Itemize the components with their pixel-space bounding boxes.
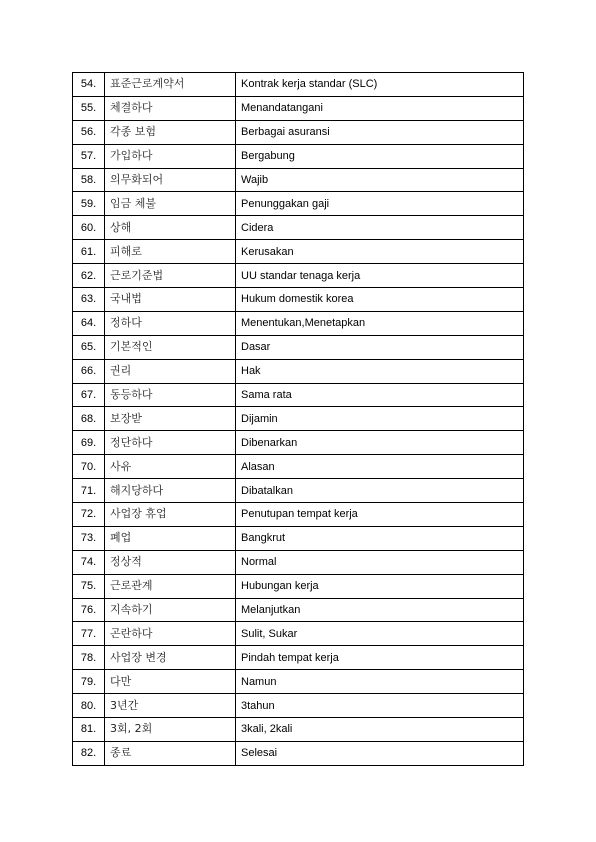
table-row [73, 598, 524, 622]
row-number: 81. [73, 718, 105, 742]
indonesian-translation: Sulit, Sukar [236, 622, 524, 646]
indonesian-translation: Menandatangani [236, 96, 524, 120]
table-row [73, 96, 524, 120]
row-number: 73. [73, 526, 105, 550]
indonesian-translation: Wajib [236, 168, 524, 192]
korean-term: 곤란하다 [105, 622, 236, 646]
table-row [73, 455, 524, 479]
row-number: 75. [73, 574, 105, 598]
korean-term: 표준근로계약서 [105, 73, 236, 97]
korean-term: 근로관계 [105, 574, 236, 598]
table-row [73, 622, 524, 646]
korean-term: 각종 보험 [105, 120, 236, 144]
korean-term: 사업장 휴업 [105, 503, 236, 527]
vocabulary-table [72, 72, 524, 766]
row-number: 69. [73, 431, 105, 455]
korean-term: 종료 [105, 741, 236, 765]
indonesian-translation: UU standar tenaga kerja [236, 264, 524, 288]
korean-term: 3년간 [105, 694, 236, 718]
row-number: 60. [73, 216, 105, 240]
table-row [73, 407, 524, 431]
indonesian-translation: Kontrak kerja standar (SLC) [236, 73, 524, 97]
row-number: 66. [73, 359, 105, 383]
row-number: 77. [73, 622, 105, 646]
row-number: 72. [73, 503, 105, 527]
row-number: 56. [73, 120, 105, 144]
korean-term: 의무화되어 [105, 168, 236, 192]
table-row [73, 431, 524, 455]
row-number: 62. [73, 264, 105, 288]
table-row [73, 718, 524, 742]
korean-term: 체결하다 [105, 96, 236, 120]
row-number: 82. [73, 741, 105, 765]
table-row [73, 73, 524, 97]
korean-term: 다만 [105, 670, 236, 694]
korean-term: 지속하기 [105, 598, 236, 622]
table-row [73, 670, 524, 694]
indonesian-translation: Berbagai asuransi [236, 120, 524, 144]
korean-term: 국내법 [105, 288, 236, 312]
row-number: 79. [73, 670, 105, 694]
indonesian-translation: Bangkrut [236, 526, 524, 550]
indonesian-translation: Dasar [236, 335, 524, 359]
table-row [73, 503, 524, 527]
korean-term: 3회, 2회 [105, 718, 236, 742]
row-number: 76. [73, 598, 105, 622]
row-number: 70. [73, 455, 105, 479]
row-number: 57. [73, 144, 105, 168]
indonesian-translation: Normal [236, 550, 524, 574]
indonesian-translation: Cidera [236, 216, 524, 240]
table-row [73, 694, 524, 718]
korean-term: 동등하다 [105, 383, 236, 407]
korean-term: 정상적 [105, 550, 236, 574]
row-number: 58. [73, 168, 105, 192]
indonesian-translation: Hubungan kerja [236, 574, 524, 598]
korean-term: 보장받 [105, 407, 236, 431]
korean-term: 상해 [105, 216, 236, 240]
korean-term: 해지당하다 [105, 479, 236, 503]
row-number: 64. [73, 311, 105, 335]
indonesian-translation: 3tahun [236, 694, 524, 718]
korean-term: 폐업 [105, 526, 236, 550]
korean-term: 권리 [105, 359, 236, 383]
indonesian-translation: Pindah tempat kerja [236, 646, 524, 670]
korean-term: 기본적인 [105, 335, 236, 359]
indonesian-translation: Hukum domestik korea [236, 288, 524, 312]
indonesian-translation: Penunggakan gaji [236, 192, 524, 216]
indonesian-translation: Melanjutkan [236, 598, 524, 622]
table-row [73, 144, 524, 168]
row-number: 59. [73, 192, 105, 216]
table-row [73, 288, 524, 312]
table-row [73, 479, 524, 503]
row-number: 68. [73, 407, 105, 431]
row-number: 80. [73, 694, 105, 718]
table-row [73, 192, 524, 216]
indonesian-translation: Penutupan tempat kerja [236, 503, 524, 527]
korean-term: 정단하다 [105, 431, 236, 455]
table-row [73, 216, 524, 240]
row-number: 74. [73, 550, 105, 574]
korean-term: 정하다 [105, 311, 236, 335]
indonesian-translation: Dijamin [236, 407, 524, 431]
indonesian-translation: Dibenarkan [236, 431, 524, 455]
indonesian-translation: Bergabung [236, 144, 524, 168]
table-row [73, 264, 524, 288]
korean-term: 사유 [105, 455, 236, 479]
row-number: 61. [73, 240, 105, 264]
table-row [73, 574, 524, 598]
table-row [73, 359, 524, 383]
table-row [73, 383, 524, 407]
korean-term: 피해로 [105, 240, 236, 264]
row-number: 55. [73, 96, 105, 120]
table-row [73, 741, 524, 765]
table-row [73, 120, 524, 144]
indonesian-translation: Menentukan,Menetapkan [236, 311, 524, 335]
indonesian-translation: Hak [236, 359, 524, 383]
row-number: 54. [73, 73, 105, 97]
korean-term: 가입하다 [105, 144, 236, 168]
indonesian-translation: Alasan [236, 455, 524, 479]
korean-term: 사업장 변경 [105, 646, 236, 670]
table-row [73, 240, 524, 264]
row-number: 65. [73, 335, 105, 359]
table-row [73, 550, 524, 574]
indonesian-translation: Namun [236, 670, 524, 694]
vocabulary-table-body [73, 73, 524, 766]
indonesian-translation: 3kali, 2kali [236, 718, 524, 742]
table-row [73, 168, 524, 192]
indonesian-translation: Kerusakan [236, 240, 524, 264]
korean-term: 임금 체불 [105, 192, 236, 216]
row-number: 71. [73, 479, 105, 503]
table-row [73, 311, 524, 335]
row-number: 67. [73, 383, 105, 407]
table-row [73, 526, 524, 550]
indonesian-translation: Sama rata [236, 383, 524, 407]
row-number: 63. [73, 288, 105, 312]
row-number: 78. [73, 646, 105, 670]
table-row [73, 335, 524, 359]
indonesian-translation: Dibatalkan [236, 479, 524, 503]
indonesian-translation: Selesai [236, 741, 524, 765]
table-row [73, 646, 524, 670]
korean-term: 근로기준법 [105, 264, 236, 288]
